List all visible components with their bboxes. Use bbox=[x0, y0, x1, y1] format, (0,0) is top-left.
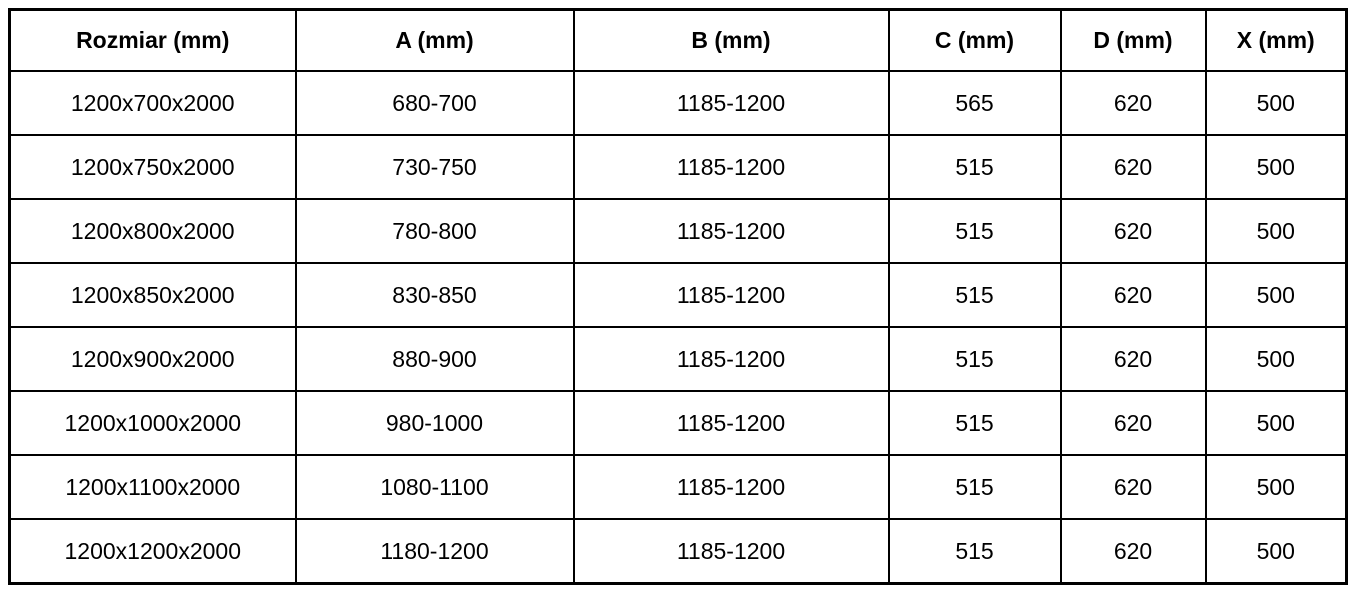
table-header bbox=[10, 10, 1347, 72]
column-header-5: X (mm) bbox=[1206, 10, 1347, 72]
cell-r5-c2: 1185-1200 bbox=[574, 391, 889, 455]
table-row bbox=[10, 199, 1347, 263]
cell-r0-c5: 500 bbox=[1206, 71, 1347, 135]
cell-r7-c3: 515 bbox=[889, 519, 1061, 584]
cell-r6-c0: 1200x1100x2000 bbox=[10, 455, 296, 519]
cell-r2-c3: 515 bbox=[889, 199, 1061, 263]
cell-r2-c1: 780-800 bbox=[296, 199, 574, 263]
column-header-4: D (mm) bbox=[1061, 10, 1206, 72]
table-row bbox=[10, 71, 1347, 135]
cell-r5-c4: 620 bbox=[1061, 391, 1206, 455]
cell-r3-c3: 515 bbox=[889, 263, 1061, 327]
cell-r0-c0: 1200x700x2000 bbox=[10, 71, 296, 135]
cell-r0-c2: 1185-1200 bbox=[574, 71, 889, 135]
cell-r7-c4: 620 bbox=[1061, 519, 1206, 584]
column-header-1: A (mm) bbox=[296, 10, 574, 72]
cell-r7-c1: 1180-1200 bbox=[296, 519, 574, 584]
table-row bbox=[10, 135, 1347, 199]
cell-r5-c3: 515 bbox=[889, 391, 1061, 455]
cell-r1-c4: 620 bbox=[1061, 135, 1206, 199]
cell-r3-c1: 830-850 bbox=[296, 263, 574, 327]
cell-r3-c2: 1185-1200 bbox=[574, 263, 889, 327]
cell-r7-c5: 500 bbox=[1206, 519, 1347, 584]
cell-r0-c4: 620 bbox=[1061, 71, 1206, 135]
cell-r1-c5: 500 bbox=[1206, 135, 1347, 199]
cell-r4-c2: 1185-1200 bbox=[574, 327, 889, 391]
cell-r4-c4: 620 bbox=[1061, 327, 1206, 391]
cell-r2-c2: 1185-1200 bbox=[574, 199, 889, 263]
cell-r6-c1: 1080-1100 bbox=[296, 455, 574, 519]
cell-r2-c0: 1200x800x2000 bbox=[10, 199, 296, 263]
cell-r4-c3: 515 bbox=[889, 327, 1061, 391]
cell-r1-c2: 1185-1200 bbox=[574, 135, 889, 199]
column-header-2: B (mm) bbox=[574, 10, 889, 72]
cell-r0-c1: 680-700 bbox=[296, 71, 574, 135]
cell-r2-c5: 500 bbox=[1206, 199, 1347, 263]
size-spec-table bbox=[8, 8, 1348, 585]
cell-r4-c0: 1200x900x2000 bbox=[10, 327, 296, 391]
table-row bbox=[10, 263, 1347, 327]
table-row bbox=[10, 391, 1347, 455]
table-row bbox=[10, 519, 1347, 584]
cell-r6-c3: 515 bbox=[889, 455, 1061, 519]
cell-r7-c0: 1200x1200x2000 bbox=[10, 519, 296, 584]
cell-r6-c5: 500 bbox=[1206, 455, 1347, 519]
table-row bbox=[10, 455, 1347, 519]
cell-r1-c3: 515 bbox=[889, 135, 1061, 199]
header-row bbox=[10, 10, 1347, 72]
table-body bbox=[10, 71, 1347, 584]
cell-r6-c2: 1185-1200 bbox=[574, 455, 889, 519]
cell-r5-c5: 500 bbox=[1206, 391, 1347, 455]
table-row bbox=[10, 327, 1347, 391]
cell-r7-c2: 1185-1200 bbox=[574, 519, 889, 584]
column-header-3: C (mm) bbox=[889, 10, 1061, 72]
cell-r3-c0: 1200x850x2000 bbox=[10, 263, 296, 327]
column-header-0: Rozmiar (mm) bbox=[10, 10, 296, 72]
cell-r6-c4: 620 bbox=[1061, 455, 1206, 519]
cell-r5-c1: 980-1000 bbox=[296, 391, 574, 455]
cell-r4-c1: 880-900 bbox=[296, 327, 574, 391]
cell-r3-c4: 620 bbox=[1061, 263, 1206, 327]
cell-r2-c4: 620 bbox=[1061, 199, 1206, 263]
cell-r0-c3: 565 bbox=[889, 71, 1061, 135]
cell-r5-c0: 1200x1000x2000 bbox=[10, 391, 296, 455]
cell-r1-c0: 1200x750x2000 bbox=[10, 135, 296, 199]
cell-r3-c5: 500 bbox=[1206, 263, 1347, 327]
cell-r1-c1: 730-750 bbox=[296, 135, 574, 199]
cell-r4-c5: 500 bbox=[1206, 327, 1347, 391]
